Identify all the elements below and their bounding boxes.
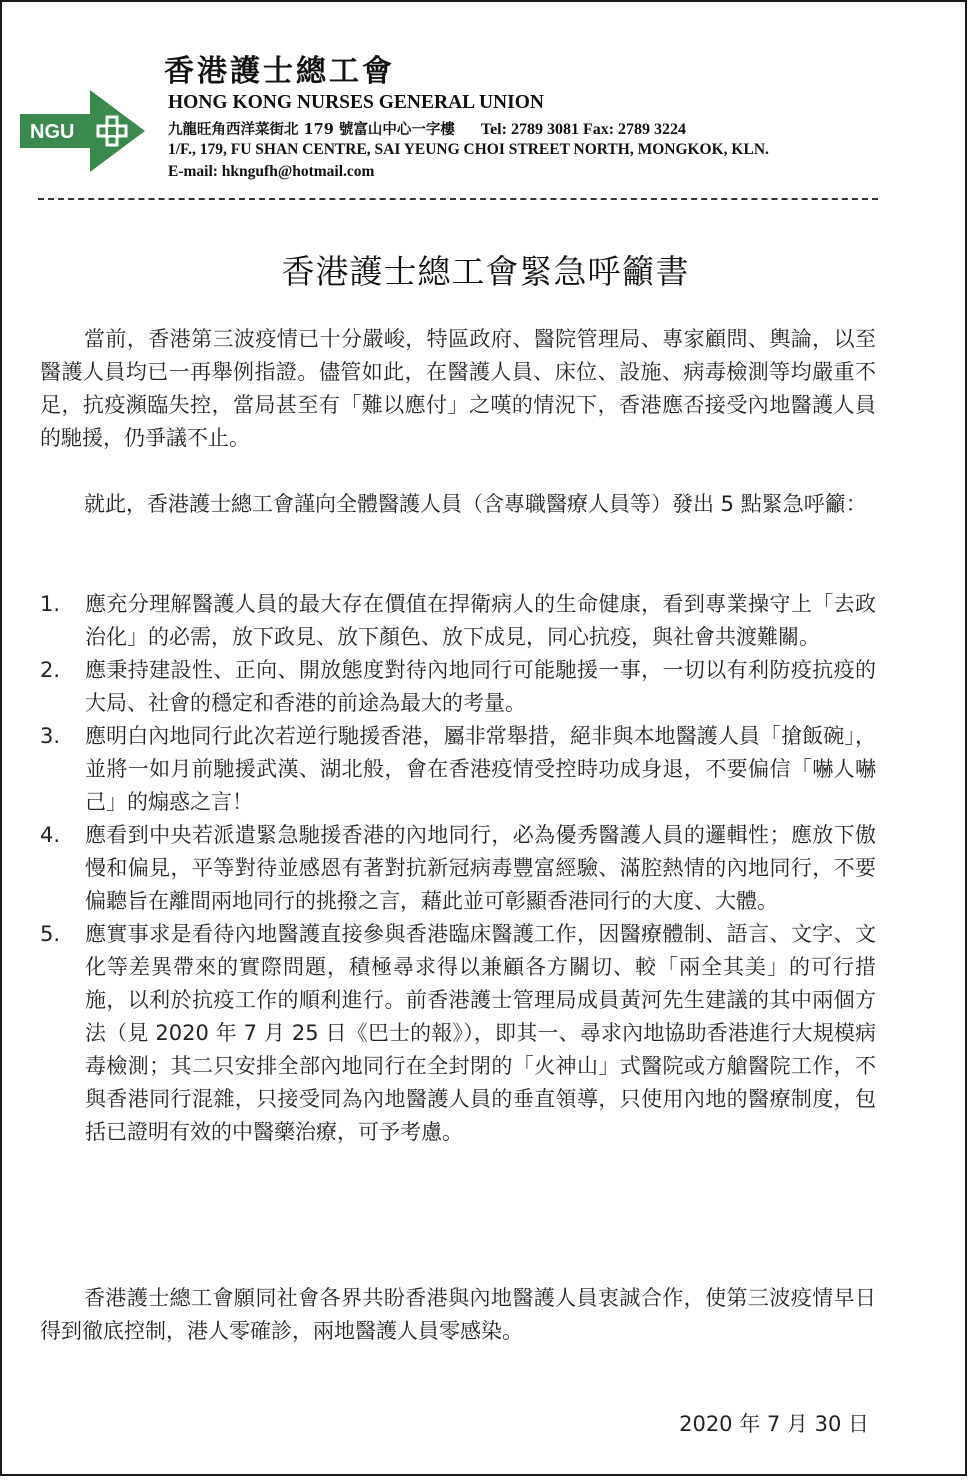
address-chinese-line — [168, 118, 686, 139]
logo-text: NGU — [30, 121, 75, 143]
item-text: 應秉持建設性、正向、開放態度對待內地同行可能馳援一事，一切以有利防疫抗疫的大局、社會的穩定和香港的前途為最大的考量。 — [85, 658, 876, 715]
list-item — [40, 918, 876, 1149]
item-text: 應明白內地同行此次若逆行馳援香港，屬非常舉措，絕非與本地醫護人員「搶飯碗」，並將一如月前馳援武漢、湖北般，會在香港疫情受控時功成身退，不要偏信「嚇人嚇己」的煽惑之言！ — [85, 724, 876, 814]
item-number: 3. — [40, 724, 61, 748]
email-address: E-mail: hkngufh@hotmail.com — [168, 163, 375, 180]
header-divider — [38, 198, 878, 200]
paragraph-appeal: 就此，香港護士總工會謹向全體醫護人員（含專職醫療人員等）發出 5 點緊急呼籲： — [84, 492, 867, 516]
list-item — [40, 588, 876, 654]
item-number: 2. — [40, 658, 61, 682]
paragraph-closing: 香港護士總工會願同社會各界共盼香港與內地醫護人員衷誠合作，使第三波疫情早日得到徹底控制，港人零確診，兩地醫護人員零感染。 — [40, 1286, 876, 1343]
list-item — [40, 654, 876, 720]
item-number: 4. — [40, 823, 61, 847]
ngu-logo — [20, 90, 145, 172]
ngu-arrow-cross-icon — [20, 90, 145, 172]
document-date: 2020 年 7 月 30 日 — [679, 1412, 869, 1436]
appeal-list — [40, 588, 876, 1149]
address-chinese: 九龍旺角西洋菜街北 179 號富山中心一字樓 — [168, 121, 455, 138]
letterhead — [20, 44, 920, 194]
list-item — [40, 819, 876, 918]
org-name-chinese: 香港護士總工會 — [164, 54, 395, 89]
address-english: 1/F., 179, FU SHAN CENTRE, SAI YEUNG CHOI STREET NORTH, MONGKOK, KLN. — [168, 141, 769, 158]
item-text: 應看到中央若派遣緊急馳援香港的內地同行，必為優秀醫護人員的邏輯性；應放下傲慢和偏見，平等對待並感恩有著對抗新冠病毒豐富經驗、滿腔熱情的內地同行，不要偏聽旨在離間兩地同行的挑撥之言，藉此並可彰顯香港同行的大度、大體。 — [85, 823, 876, 913]
paragraph-intro: 當前，香港第三波疫情已十分嚴峻，特區政府、醫院管理局、專家顧問、輿論，以至醫護人員均已一再舉例指證。儘管如此，在醫護人員、床位、設施、病毒檢測等均嚴重不足，抗疫瀕臨失控，當局甚至有「難以應付」之嘆的情況下，香港應否接受內地醫護人員的馳援，仍爭議不止。 — [40, 327, 876, 450]
tel-fax: Tel: 2789 3081 Fax: 2789 3224 — [480, 121, 687, 138]
org-name-english: HONG KONG NURSES GENERAL UNION — [168, 92, 544, 113]
list-item — [40, 720, 876, 819]
item-number: 1. — [40, 592, 61, 616]
item-text: 應充分理解醫護人員的最大存在價值在捍衛病人的生命健康，看到專業操守上「去政治化」的必需，放下政見、放下顏色、放下成見，同心抗疫，與社會共渡難關。 — [85, 592, 876, 649]
item-text: 應實事求是看待內地醫護直接參與香港臨床醫護工作，因醫療體制、語言、文字、文化等差異帶來的實際問題，積極尋求得以兼顧各方關切、較「兩全其美」的可行措施，以利於抗疫工作的順利進行。前香港護士管理局成員黃河先生建議的其中兩個方法（見 2020 年 7 月 25 日《巴士的報》），即其一、尋求內地協助香港進行大規模病毒檢測；其二只安排全部內地同行在全封閉的「火神山」式醫院或方艙醫院工作，不與香港同行混雜，只接受同為內地醫護人員的垂直領導，只使用內地的醫療制度，包括已證明有效的中醫藥治療，可予考慮。 — [85, 922, 876, 1144]
document-title: 香港護士總工會緊急呼籲書 — [281, 252, 690, 291]
item-number: 5. — [40, 922, 61, 946]
